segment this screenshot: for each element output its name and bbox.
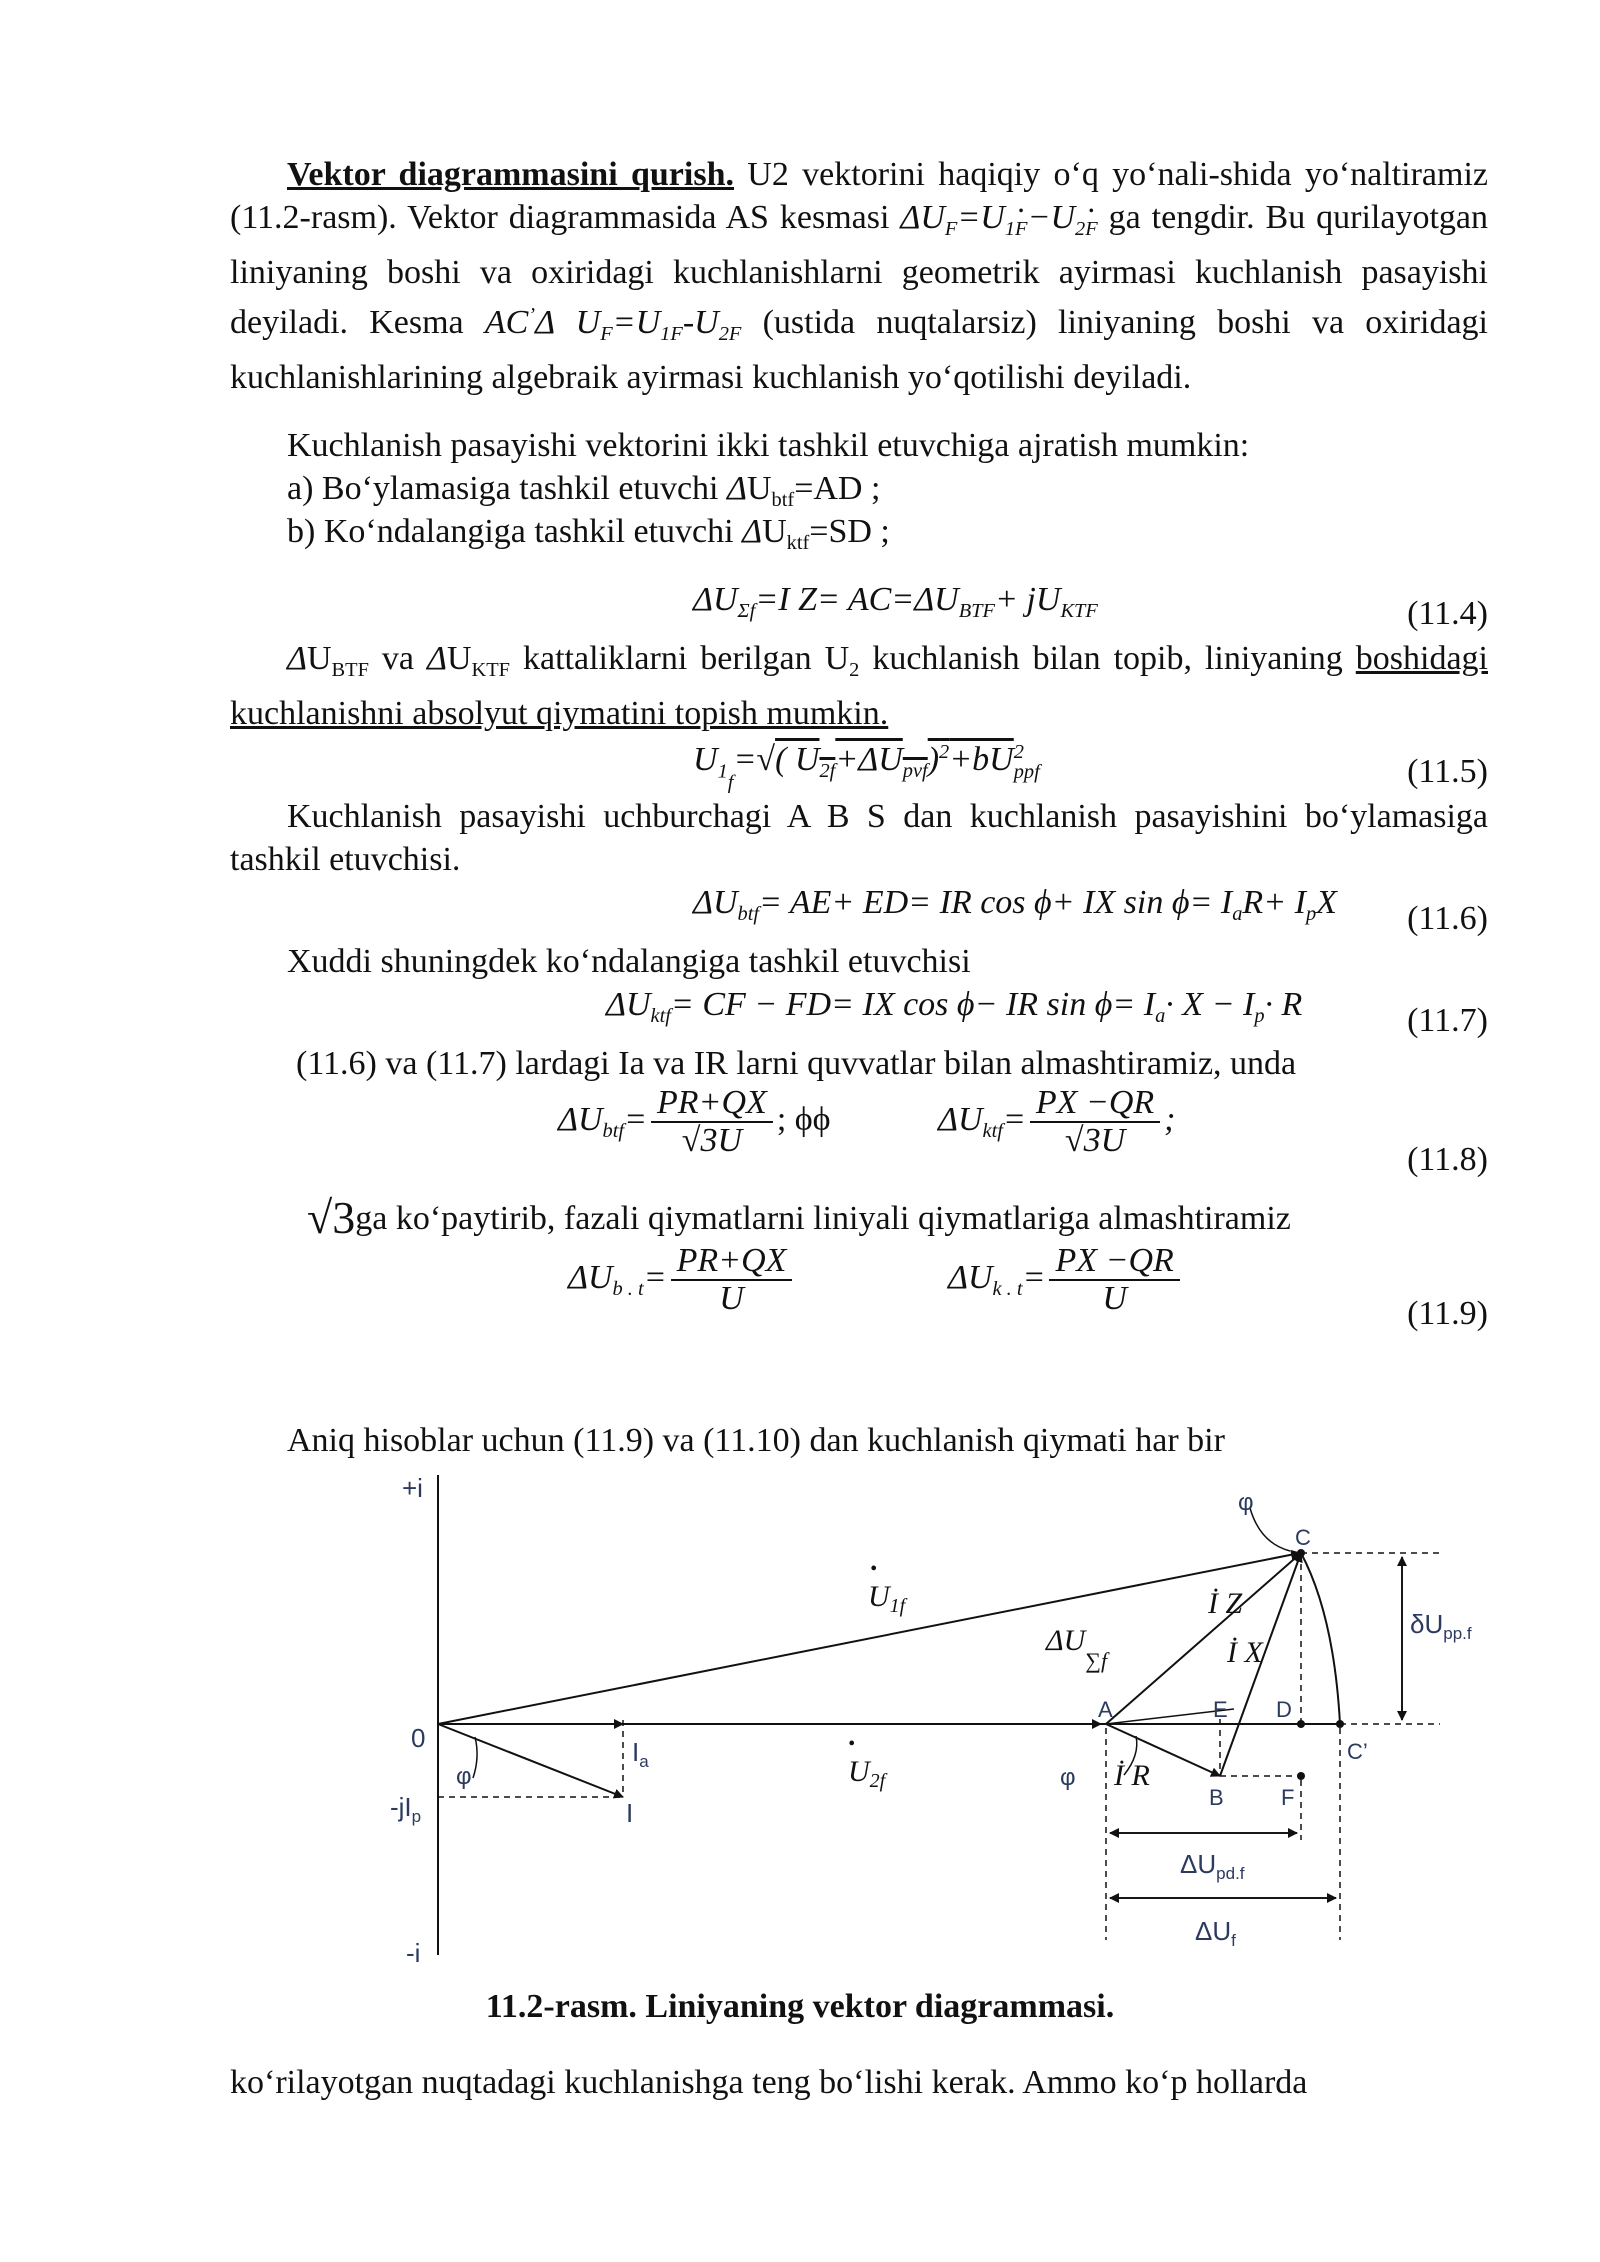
u2f-dot: • bbox=[848, 1733, 856, 1755]
equation-number: (11.6) bbox=[1407, 900, 1488, 937]
equation-number: (11.4) bbox=[1407, 595, 1488, 632]
paragraph-triangle: Kuchlanish pasayishi uchburchagi A B S dan kuchlanish pasayishini bo‘ylamasiga tashkil etuvchisi. bbox=[230, 798, 1488, 878]
equation-11-9b: $\Delta U_{k . t}=$ $\frac{PX -QR}{U}$ bbox=[948, 1243, 1184, 1317]
u1f-vector bbox=[438, 1553, 1300, 1724]
phi-label-a: φ bbox=[1060, 1764, 1076, 1791]
iz-label: İ Z bbox=[1208, 1587, 1243, 1620]
point-d-label: D bbox=[1276, 1697, 1292, 1722]
text: U2 vektorini haqiqiy o‘q yo‘nali-shida yo‘naltiramiz (11.2-rasm). Vektor diagrammasida AS kesmasi bbox=[230, 156, 1489, 236]
paragraph-precise-calc: Aniq hisoblar uchun (11.9) va (11.10) dan kuchlanish qiymati har bir bbox=[287, 1422, 1225, 1459]
text: ga tengdir. Bu qurilayotgan liniyaning boshi va oxiridagi kuchlanishlarni geometrik ayirmasi kuchlanish pasayishi deyiladi. Kesma bbox=[230, 199, 1488, 342]
u2f-label: $U_{2f}$ bbox=[848, 1755, 886, 1792]
u1f-label: $U_{1f}$ bbox=[868, 1580, 906, 1617]
text-line-sqrt3: √3ga ko‘paytirib, fazali qiymatlarni liniyali qiymatlariga almashtiramiz bbox=[307, 1192, 1291, 1243]
du-vector bbox=[1106, 1553, 1301, 1724]
equation-11-6: $\Delta U_{btf}= AE+ ED=$ IR cos ϕ+ IX $\sin \phi= I_aR+ I_pX$ bbox=[693, 884, 1337, 926]
paragraph-absolute-value: $\Delta U_{BTF}$ va $\Delta U_{KTF}$ kattaliklarni berilgan $U_2$ kuchlanish bilan topib, liniyaning boshidagi kuchlanishni absolyut qiymatini topish mumkin. bbox=[230, 640, 1488, 733]
du-sum-label: $\Delta U_{\sum f}$ bbox=[1046, 1624, 1108, 1673]
inline-formula-kesma: AC’Δ $U_F=U_{1F}-U_{2F}$ bbox=[484, 304, 742, 346]
equation-number: (11.9) bbox=[1407, 1295, 1488, 1332]
section-heading: Vektor diagrammasini qurish. bbox=[287, 156, 734, 193]
text-line-b: b) Ko‘ndalangiga tashkil etuvchi $\Delta U_{ktf}=SD$ ; bbox=[287, 513, 890, 555]
minus-jIp-label: $-jI_p$ bbox=[390, 1792, 422, 1826]
point-f-lower bbox=[1297, 1772, 1305, 1780]
equation-11-7: $\Delta U_{ktf}=$ CF − FD= IX cos ϕ− IR $\sin \phi= I_a\cdot X - I_p\cdot R$ bbox=[606, 986, 1303, 1028]
text-line-a: a) Bo‘ylamasiga tashkil etuvchi $\Delta U_{btf}=AD$ ; bbox=[287, 470, 881, 512]
minus-i-label: -i bbox=[406, 1938, 421, 1968]
phi-arc-origin bbox=[473, 1737, 477, 1778]
radicand: ( $U_{2f}+\Delta U_{pvf})^2+bU$ 2 ppf bbox=[775, 741, 1040, 784]
equation-number: (11.7) bbox=[1407, 1002, 1488, 1039]
plus-i-label: +i bbox=[402, 1473, 423, 1503]
vector-diagram bbox=[370, 1465, 1500, 1985]
ia-label: $I_a$ bbox=[632, 1737, 649, 1771]
text-line: Kuchlanish pasayishi vektorini ikki tashkil etuvchiga ajratish mumkin: bbox=[287, 427, 1250, 464]
equation-11-4: $\Delta U_{\Sigma f}=I$ $Z= AC=\Delta U_{BTF}+ jU_{KTF}$ bbox=[693, 581, 1098, 623]
equation-11-9a: $\Delta U_{b . t}=$ $\frac{PR+QX}{U}$ bbox=[568, 1243, 796, 1317]
ir-label: İ R bbox=[1114, 1759, 1150, 1792]
point-a-label: A bbox=[1098, 1697, 1113, 1722]
ix-label: İ X bbox=[1227, 1636, 1263, 1669]
duf-label: $\Delta U_f$ bbox=[1195, 1916, 1236, 1950]
figure-caption: 11.2-rasm. Liniyaning vektor diagrammasi. bbox=[485, 1988, 1115, 2025]
u1f-dot: • bbox=[870, 1558, 878, 1580]
text-line: Xuddi shuningdek ko‘ndalangiga tashkil etuvchisi bbox=[287, 943, 971, 980]
point-b-label: B bbox=[1209, 1785, 1224, 1810]
text-line: (11.6) va (11.7) lardagi Ia va IR larni quvvatlar bilan almashtiramiz, unda bbox=[296, 1045, 1297, 1082]
point-c-prime-label: C’ bbox=[1347, 1739, 1368, 1764]
point-e-label: E bbox=[1213, 1697, 1228, 1722]
phi-label-top: φ bbox=[1238, 1489, 1254, 1516]
equation-11-8a: $\Delta U_{btf}=$ $\frac{PR+QX}{√3U}$ ; ϕϕ bbox=[558, 1084, 831, 1159]
point-d bbox=[1297, 1720, 1305, 1728]
point-f-label: F bbox=[1281, 1785, 1295, 1810]
dupp-label: $\delta U_{pp.f}$ bbox=[1410, 1609, 1472, 1643]
paragraph-vector-diagram bbox=[230, 153, 1488, 399]
arc-c-to-c-prime bbox=[1301, 1553, 1340, 1724]
text: (ustida nuqtalarsiz) liniyaning boshi va oxiridagi kuchlanishlarining algebraik ayirmasi kuchlanish yo‘qotilishi deyiladi. bbox=[230, 304, 1489, 397]
phi-arc-top bbox=[1250, 1508, 1290, 1551]
i-label: I bbox=[626, 1798, 634, 1828]
equation-11-8b: $\Delta U_{ktf}=$ $\frac{PX -QR}{√3U}$ ; bbox=[938, 1084, 1176, 1159]
dupd-label: $\Delta U_{pd.f}$ bbox=[1180, 1849, 1245, 1883]
phi-label-origin: φ bbox=[456, 1763, 472, 1790]
equation-number: (11.8) bbox=[1407, 1141, 1488, 1178]
origin-label: 0 bbox=[411, 1723, 426, 1753]
inline-formula-du: $\Delta U_F=•$ $U_{1F}-•$ $U_{2F}$ bbox=[900, 199, 1097, 236]
equation-11-5: $U_{1f}=√$( $U_{2f}+\Delta U_{pvf})^2+bU$ 2 ppf bbox=[693, 741, 1040, 794]
point-c-label: C bbox=[1295, 1525, 1311, 1550]
paragraph-continuation: ko‘rilayotgan nuqtadagi kuchlanishga teng bo‘lishi kerak. Ammo ko‘p hollarda bbox=[230, 2064, 1308, 2101]
equation-number: (11.5) bbox=[1407, 753, 1488, 790]
